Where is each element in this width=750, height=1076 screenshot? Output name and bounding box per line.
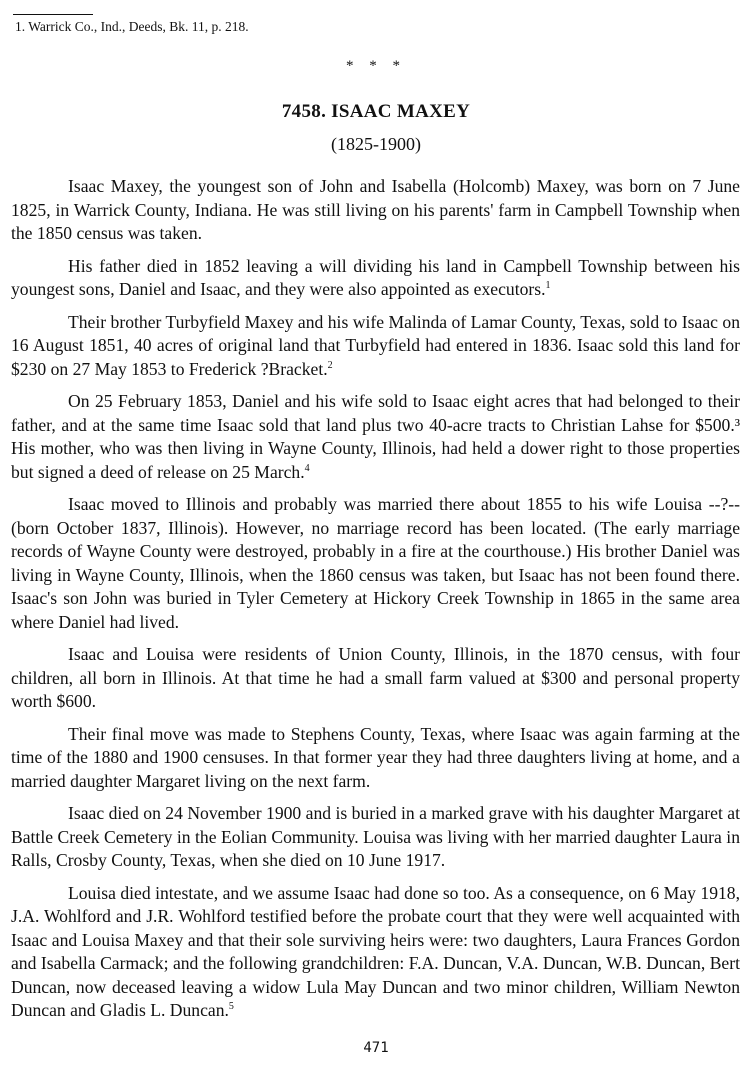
paragraph [11,882,740,1023]
paragraph-text: Isaac Maxey, the youngest son of John and Isabella (Holcomb) Maxey, was born on 7 June 1825, in Warrick County, Indiana. He was still living on his parents' farm in Campbell Township when the 1850 census was taken. [11,176,740,243]
paragraph-text: His father died in 1852 leaving a will dividing his land in Campbell Township between his youngest sons, Daniel and Isaac, and they were also appointed as executors. [11,255,740,299]
footnote-ref: 2 [327,359,333,371]
entry-dates: (1825-1900) [331,134,421,154]
paragraph [11,255,740,302]
section-separator: * * * [346,58,406,74]
footnote: 1. Warrick Co., Ind., Deeds, Bk. 11, p. 218. [15,19,249,34]
paragraph-text: Their final move was made to Stephens County, Texas, where Isaac was again farming at the time of the 1880 and 1900 censuses. In that former year they had three daughters living at home, and a married daughter Margaret living on the next farm. [11,723,740,791]
footnote-ref: 1 [545,280,551,292]
paragraph-text: Isaac and Louisa were residents of Union County, Illinois, in the 1870 census, with four children, all born in Illinois. At that time he had a small farm valued at $300 and personal property worth $600. [11,644,740,711]
entry-body [11,175,740,1032]
paragraph [11,723,740,794]
paragraph [11,493,740,634]
footnote-rule [13,14,93,15]
paragraph-text: Their brother Turbyfield Maxey and his wife Malinda of Lamar County, Texas, sold to Isaac on 16 August 1851, 40 acres of original land that Turbyfield had entered in 1836. Isaac sold this land for $230 on 27 May 1853 to Frederick ?Bracket. [11,311,740,379]
paragraph-text: On 25 February 1853, Daniel and his wife sold to Isaac eight acres that had belonged to their father, and at the same time Isaac sold that land plus two 40-acre tracts to Christian Lahse for $500.³ His mother, who was then living in Wayne County, Illinois, had held a dower right to those properties but signed a deed of release on 25 March. [11,391,740,482]
footnote-ref: 5 [228,1001,234,1013]
paragraph [11,643,740,714]
paragraph-text: Louisa died intestate, and we assume Isaac had done so too. As a consequence, on 6 May 1918, J.A. Wohlford and J.R. Wohlford testified before the probate court that they were well acquainted with Isaac and Louisa Maxey and that their sole surviving heirs were: two daughters, Laura Frances Gordon and Isabella Carmack; and the following grandchildren: F.A. Duncan, V.A. Duncan, W.B. Duncan, Bert Duncan, now deceased leaving a widow Lula May Duncan and two minor children, William Newton Duncan and Gladis L. Duncan. [11,882,740,1020]
document-page [11,0,741,1076]
paragraph [11,802,740,873]
entry-title: 7458. ISAAC MAXEY [281,101,471,122]
paragraph [11,311,740,382]
paragraph [11,390,740,484]
paragraph-text: Isaac died on 24 November 1900 and is buried in a marked grave with his daughter Margaret at Battle Creek Cemetery in the Eolian Community. Louisa was living with her married daughter Laura in Ralls, Crosby County, Texas, when she died on 10 June 1917. [11,803,740,870]
paragraph-text: Isaac moved to Illinois and probably was married there about 1855 to his wife Louisa --?-- (born October 1837, Illinois). However, no marriage record has been located. (The early marriage records of Wayne County were destroyed, probably in a fire at the courthouse.) His brother Daniel was living in Wayne County, Illinois, when the 1860 census was taken, but Isaac has not been found there. Isaac's son John was buried in Tyler Cemetery at Hickory Creek Township in 1865 in the same area where Daniel had lived. [11,494,740,632]
footnote-ref: 4 [304,462,310,474]
paragraph [11,175,740,246]
page-number: 471 [363,1040,389,1056]
